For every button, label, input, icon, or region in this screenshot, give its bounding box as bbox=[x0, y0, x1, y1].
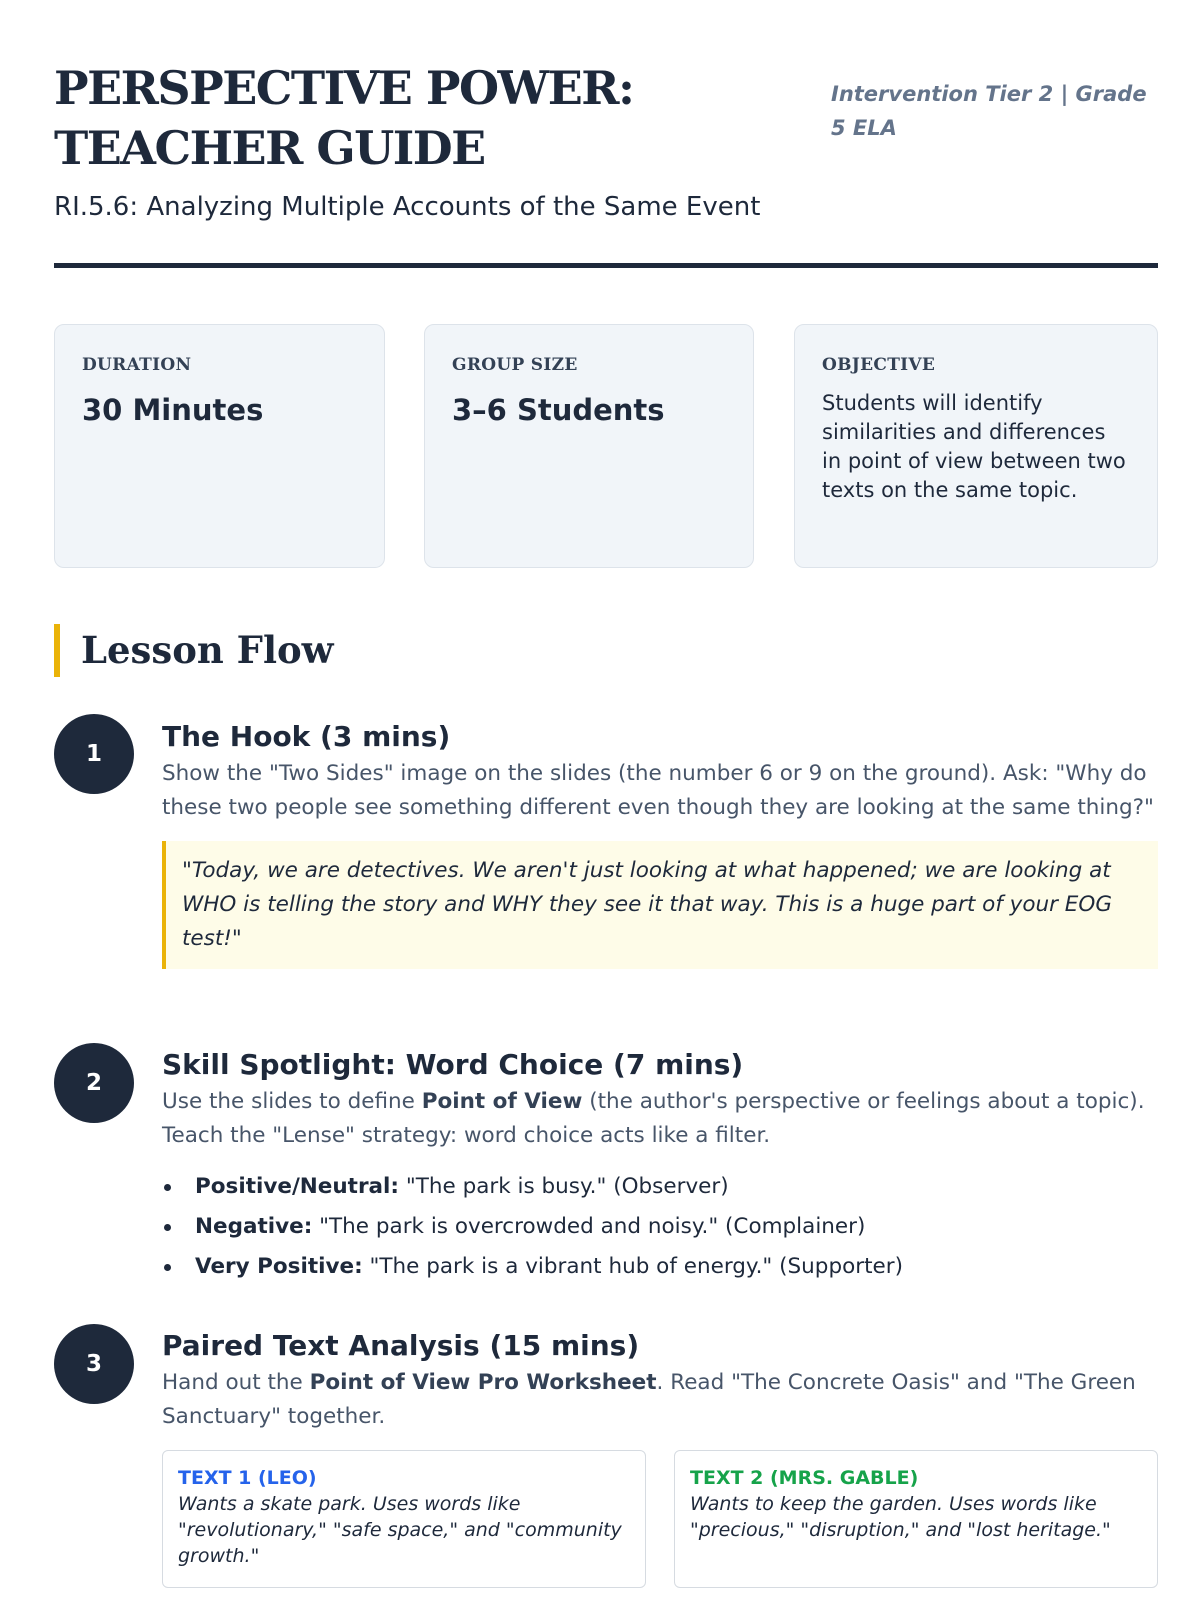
desc-bold-term: Point of View bbox=[421, 1089, 583, 1114]
desc-text: (the author's perspective or feelings about a topic). Teach the "Lense" strategy: word choice acts like a filter. bbox=[162, 1089, 1145, 1148]
step-skill-spotlight bbox=[162, 1046, 1158, 1287]
section-heading: Lesson Flow bbox=[54, 624, 334, 677]
bullet-text: "The park is busy." (Observer) bbox=[399, 1174, 729, 1199]
text-2-label: TEXT 2 (MRS. GABLE) bbox=[690, 1467, 919, 1489]
card-label: GROUP SIZE bbox=[452, 355, 578, 375]
desc-text: Hand out the bbox=[162, 1370, 310, 1395]
list-item bbox=[162, 1207, 1158, 1247]
step-description bbox=[162, 1085, 1158, 1153]
text-1-label: TEXT 1 (LEO) bbox=[178, 1467, 317, 1489]
header-divider bbox=[54, 263, 1158, 268]
step-number: 3 bbox=[54, 1324, 134, 1404]
desc-text: Use the slides to define bbox=[162, 1089, 422, 1114]
bullet-label: Negative: bbox=[195, 1214, 313, 1239]
card-label: DURATION bbox=[82, 355, 192, 375]
bullet-text: "The park is a vibrant hub of energy." (Supporter) bbox=[362, 1254, 903, 1279]
step-description: Show the "Two Sides" image on the slides (the number 6 or 9 on the ground). Ask: "Why do these two people see something different even though they are looking at the same thing?" bbox=[162, 761, 1154, 820]
card-text: Students will identify similarities and differences in point of view between two texts on the same topic. bbox=[822, 391, 1126, 502]
tier-label: Intervention Tier 2 | Grade 5 ELA bbox=[831, 82, 1147, 140]
desc-bold-term: Point of View Pro Worksheet bbox=[309, 1370, 657, 1395]
page-title: PERSPECTIVE POWER: TEACHER GUIDE bbox=[54, 61, 634, 175]
text-2-description: Wants to keep the garden. Uses words like "precious," "disruption," and "lost heritage." bbox=[690, 1493, 1111, 1541]
bullet-icon bbox=[164, 1264, 171, 1271]
objective-card bbox=[794, 324, 1158, 568]
text-comparison bbox=[162, 1450, 1158, 1588]
step-title: Paired Text Analysis (15 mins) bbox=[162, 1329, 640, 1362]
bullet-text: "The park is overcrowded and noisy." (Complainer) bbox=[312, 1214, 866, 1239]
step-number: 1 bbox=[54, 714, 134, 794]
page-subtitle: RI.5.6: Analyzing Multiple Accounts of the Same Event bbox=[54, 192, 761, 222]
bullet-label: Very Positive: bbox=[195, 1254, 363, 1279]
list-item bbox=[162, 1247, 1158, 1287]
step-title: Skill Spotlight: Word Choice (7 mins) bbox=[162, 1048, 744, 1081]
step-description bbox=[162, 1366, 1158, 1434]
word-choice-list bbox=[162, 1167, 1158, 1287]
card-value: 30 Minutes bbox=[82, 393, 264, 427]
bullet-icon bbox=[164, 1184, 171, 1191]
step-title: The Hook (3 mins) bbox=[162, 720, 451, 753]
group-size-card bbox=[424, 324, 754, 568]
text-1-box bbox=[162, 1450, 646, 1588]
teacher-guide-page bbox=[54, 0, 1158, 1600]
text-2-box bbox=[674, 1450, 1158, 1588]
text-1-description: Wants a skate park. Uses words like "revolutionary," "safe space," and "community growth." bbox=[178, 1493, 622, 1567]
bullet-label: Positive/Neutral: bbox=[195, 1174, 400, 1199]
step-paired-text bbox=[162, 1327, 1158, 1588]
teacher-script-quote: "Today, we are detectives. We aren't just looking at what happened; we are looking at WHO is telling the story and WHY they see it that way. This is a huge part of your EOG test!" bbox=[162, 841, 1158, 969]
duration-card bbox=[54, 324, 385, 568]
card-label: OBJECTIVE bbox=[822, 355, 936, 375]
bullet-icon bbox=[164, 1224, 171, 1231]
step-number: 2 bbox=[54, 1043, 134, 1123]
desc-text: . Read "The Concrete Oasis" and "The Green Sanctuary" together. bbox=[162, 1370, 1136, 1429]
list-item bbox=[162, 1167, 1158, 1207]
step-hook bbox=[162, 718, 1158, 969]
card-value: 3–6 Students bbox=[452, 393, 665, 427]
